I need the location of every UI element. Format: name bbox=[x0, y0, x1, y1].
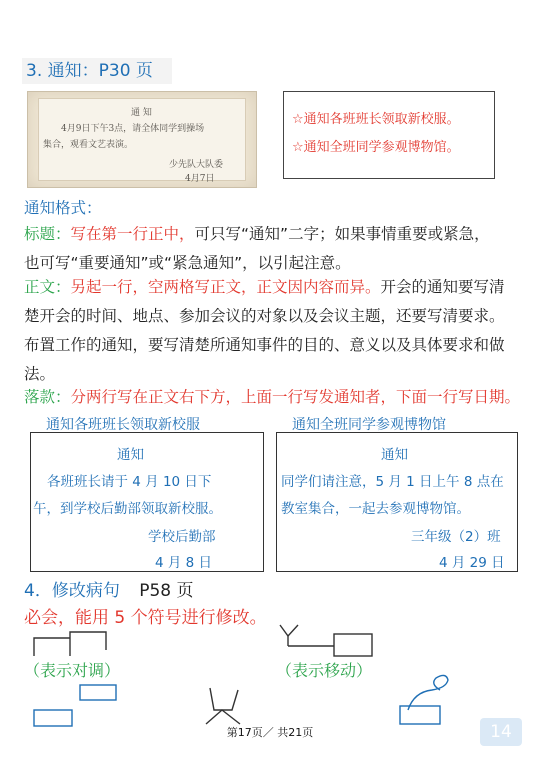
title-rule-label: 标题： bbox=[24, 225, 71, 243]
photo-sign: 少先队大队委 bbox=[169, 160, 224, 170]
sign-rule bbox=[24, 383, 524, 412]
move-label: （表示移动） bbox=[276, 661, 373, 680]
task-2: ☆通知全班同学参观博物馆。 bbox=[292, 140, 460, 155]
example-1-date: 4 月 8 日 bbox=[155, 555, 213, 571]
body-rule-text-4: 法。 bbox=[24, 365, 56, 383]
example-1-title: 通知各班班长领取新校服 bbox=[46, 417, 200, 433]
symbols-intro: 必会，能用 5 个符号进行修改。 bbox=[24, 608, 267, 628]
sign-rule-label: 落款： bbox=[24, 388, 71, 406]
example-2-title: 通知全班同学参观博物馆 bbox=[292, 417, 446, 433]
title-rule-text-2: 也可写“重要通知”或“紧急通知”，以引起注意。 bbox=[24, 254, 351, 272]
swap-label: （表示对调） bbox=[24, 661, 121, 680]
body-rule-text-2: 楚开会的时间、地点、参加会议的对象以及会议主题，还要写清要求。 bbox=[24, 307, 505, 325]
move-symbol-icon bbox=[280, 625, 372, 656]
example-1-line-2: 午，到学校后勤部领取新校服。 bbox=[33, 501, 222, 517]
example-1-line-1: 各班班长请于 4 月 10 日下 bbox=[47, 474, 212, 490]
example-2-date: 4 月 29 日 bbox=[439, 555, 505, 571]
example-2-heading: 通知 bbox=[381, 447, 408, 463]
swap-symbol-icon bbox=[34, 632, 106, 656]
example-1-box bbox=[30, 432, 264, 572]
photo-line-1: 4月9日下午3点，请全体同学到操场 bbox=[61, 124, 205, 134]
body-rule-label: 正文： bbox=[24, 278, 71, 296]
example-2-line-2: 教室集合，一起去参观博物馆。 bbox=[281, 501, 470, 517]
title-rule-text-1: 可只写“通知”二字；如果事情重要或紧急， bbox=[194, 225, 490, 243]
example-2-sign: 三年级（2）班 bbox=[411, 529, 501, 545]
body-rule-text-1: 开会的通知要写清 bbox=[380, 278, 505, 296]
body-rule-red: 另起一行，空两格写正文，正文因内容而异。 bbox=[70, 278, 381, 296]
page-number-badge: 14 bbox=[480, 718, 522, 746]
photo-title: 通 知 bbox=[131, 108, 152, 118]
title-rule-red: 写在第一行正中， bbox=[70, 225, 195, 243]
section-3-heading bbox=[22, 58, 172, 84]
task-box bbox=[283, 91, 495, 179]
example-2-box bbox=[276, 432, 518, 572]
photo-line-2: 集合，观看文艺表演。 bbox=[43, 140, 134, 150]
task-1: ☆通知各班班长领取新校服。 bbox=[292, 112, 460, 127]
example-2-line-1: 同学们请注意，5 月 1 日上午 8 点在 bbox=[281, 474, 504, 490]
format-heading: 通知格式： bbox=[24, 199, 102, 217]
title-rule bbox=[24, 220, 524, 278]
example-1-sign: 学校后勤部 bbox=[148, 529, 216, 545]
page-footer: 第17页／ 共21页 bbox=[226, 726, 314, 739]
section-4-page: P58 页 bbox=[139, 581, 194, 601]
add-symbol-icon bbox=[206, 688, 240, 724]
section-3-number: 3. bbox=[26, 61, 43, 81]
insert-box-icon bbox=[80, 685, 116, 700]
section-3-title: 通知：P30 页 bbox=[47, 61, 153, 81]
notice-paper bbox=[38, 98, 246, 184]
example-1-heading: 通知 bbox=[117, 447, 144, 463]
section-4-heading bbox=[24, 576, 194, 601]
section-4-title: 4．修改病句 bbox=[24, 581, 120, 601]
sign-rule-red: 分两行写在正文右下方，上面一行写发通知者，下面一行写日期。 bbox=[70, 388, 521, 406]
replace-symbol-icon bbox=[400, 675, 448, 724]
notice-photo bbox=[27, 91, 257, 188]
photo-date: 4月7日 bbox=[185, 174, 215, 184]
body-rule bbox=[24, 273, 524, 389]
body-rule-text-3: 布置工作的通知，要写清楚所通知事件的目的、意义以及具体要求和做 bbox=[24, 336, 505, 354]
